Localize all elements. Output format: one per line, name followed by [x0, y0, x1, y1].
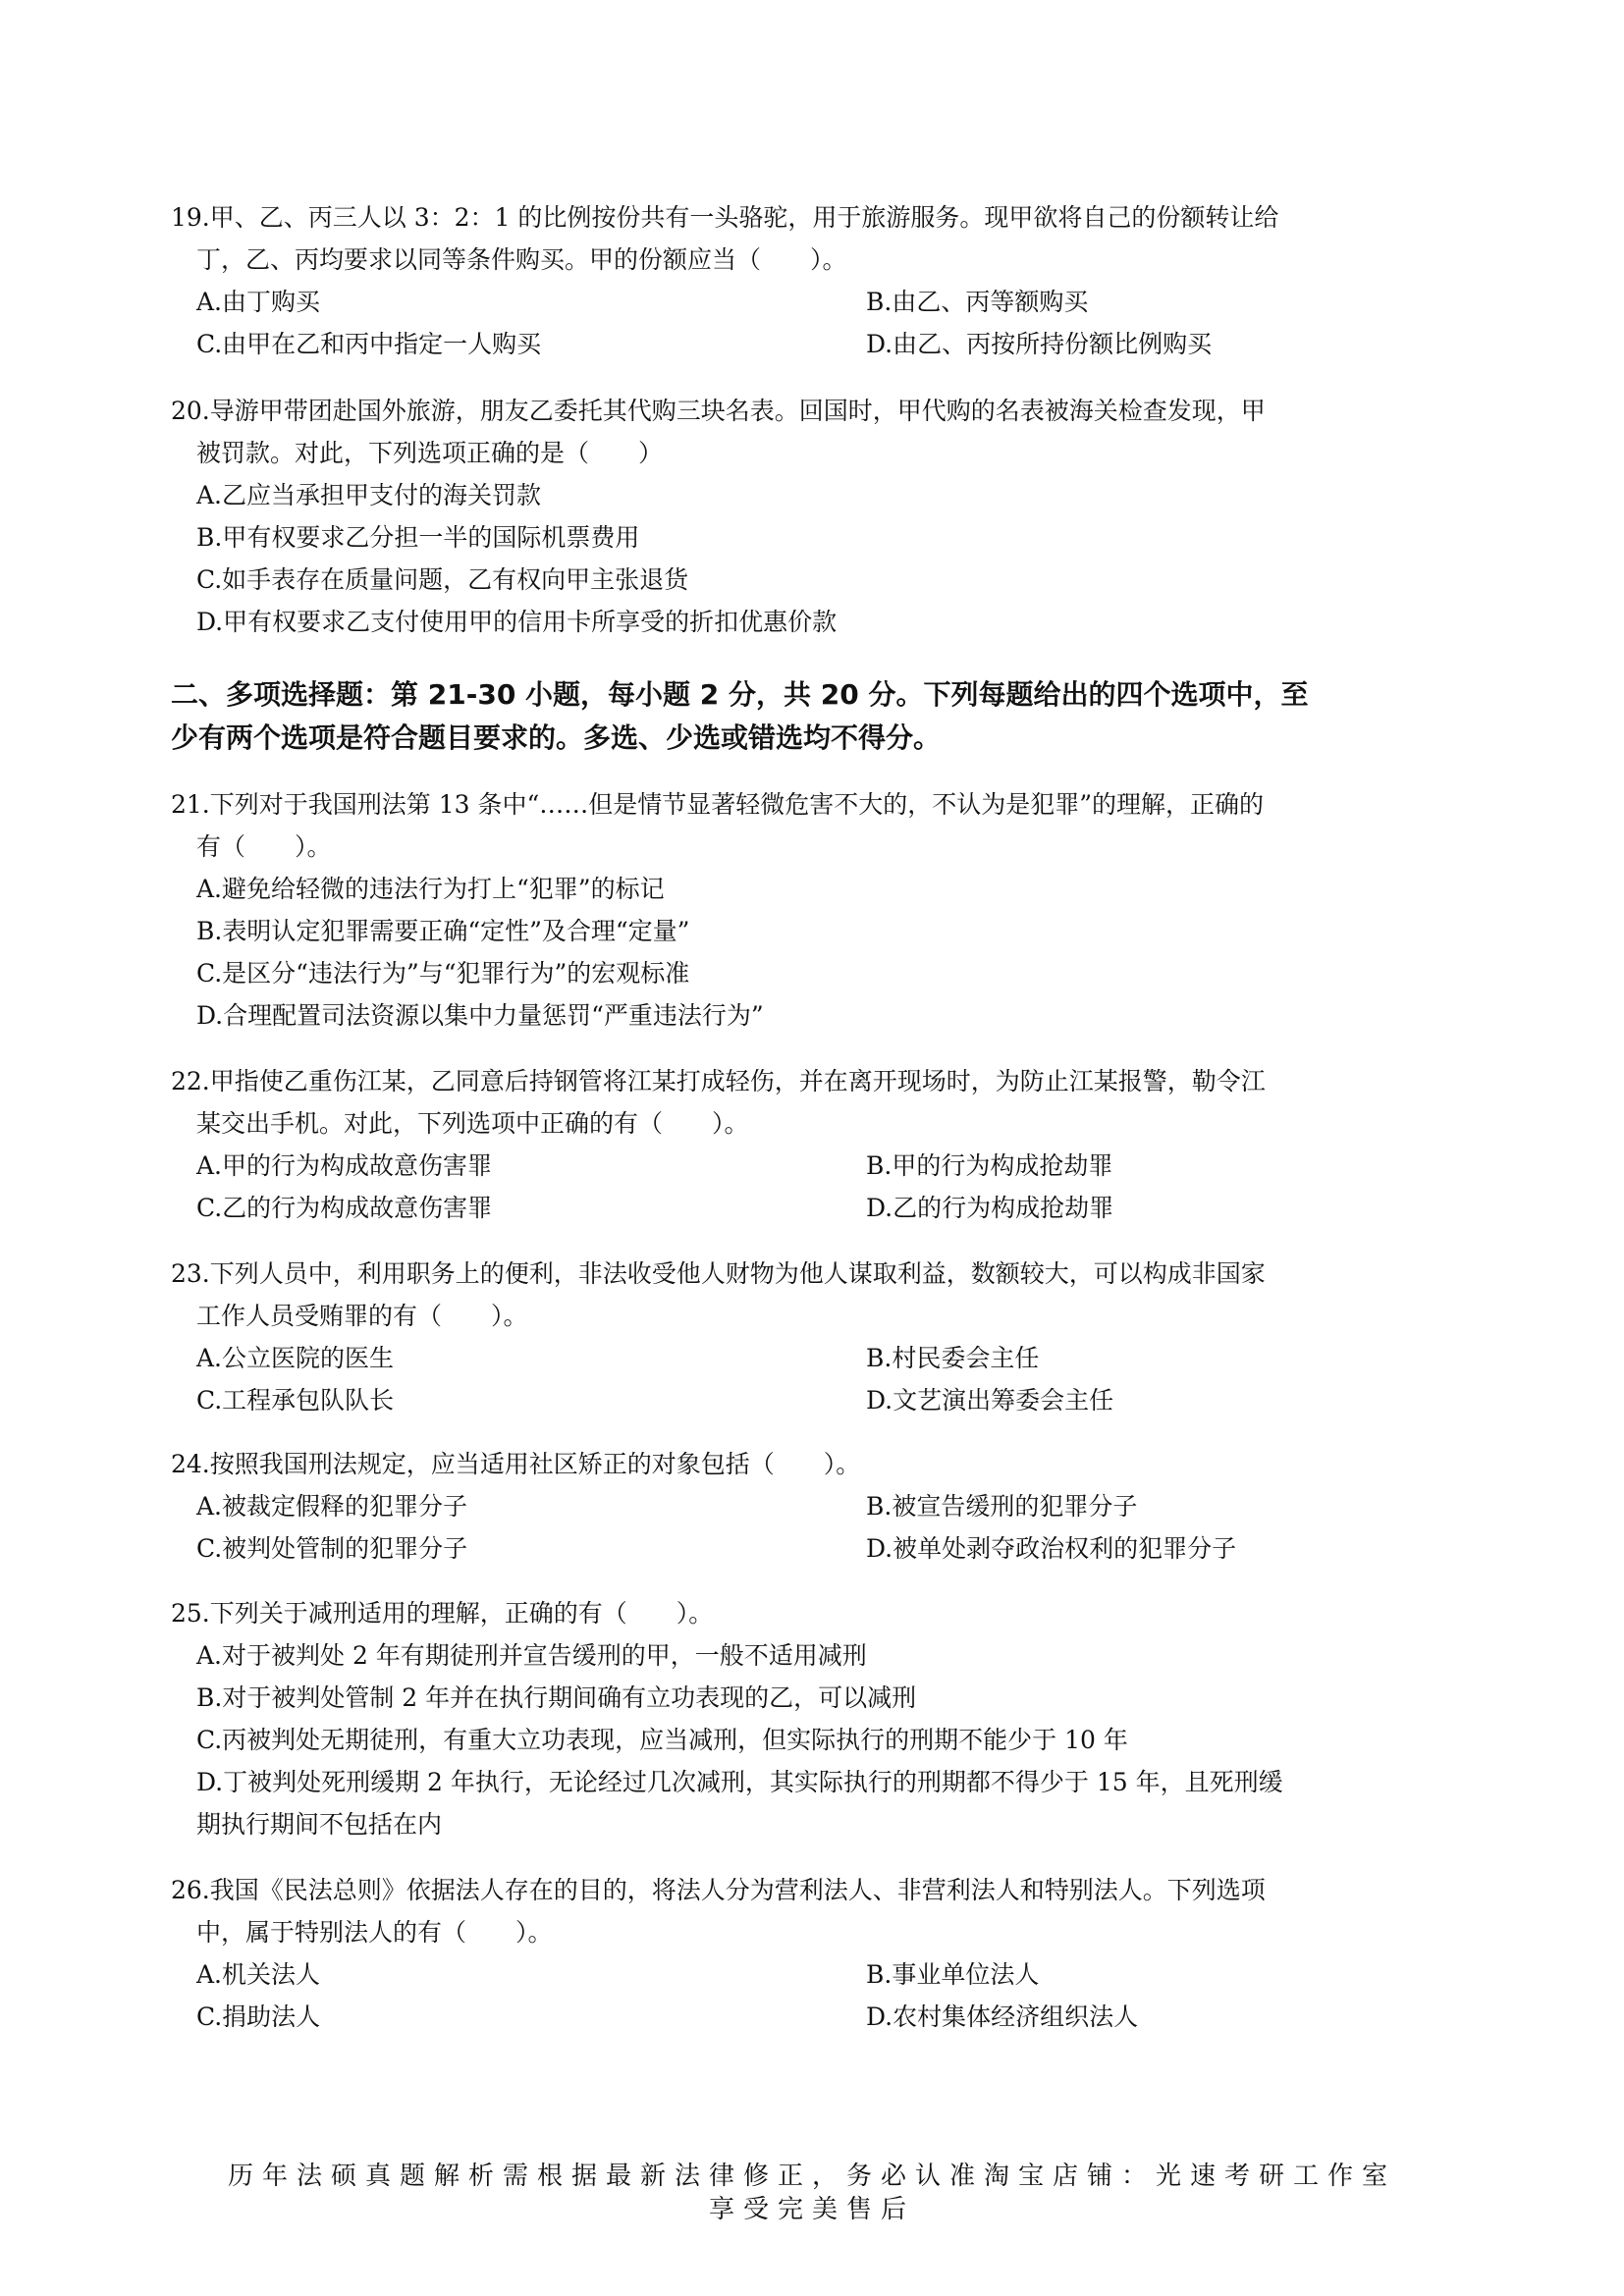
option-d: D.丁被判处死刑缓期 2 年执行，无论经过几次减刑，其实际执行的刑期都不得少于 15 年，且死刑缓 — [196, 1768, 1283, 1796]
section-heading — [171, 673, 1467, 760]
option-c: C.捐助法人 — [196, 2002, 321, 2031]
question-text-line: 丁，乙、丙均要求以同等条件购买。甲的份额应当（ ）。 — [196, 245, 847, 274]
footer-line: 享受完美售后 — [708, 2195, 915, 2224]
option-c: C.被判处管制的犯罪分子 — [196, 1534, 468, 1563]
option-c: C.乙的行为构成故意伤害罪 — [196, 1194, 493, 1222]
option-a: A.对于被判处 2 年有期徒刑并宣告缓刑的甲，一般不适用减刑 — [196, 1641, 867, 1670]
option-c: C.工程承包队队长 — [196, 1386, 395, 1415]
option-d-continued: 期执行期间不包括在内 — [196, 1810, 443, 1839]
option-d: D.甲有权要求乙支付使用甲的信用卡所享受的折扣优惠价款 — [196, 608, 838, 636]
question-text-line: 23.下列人员中，利用职务上的便利，非法收受他人财物为他人谋取利益，数额较大，可以构成非国家 — [171, 1259, 1266, 1288]
option-d: D.文艺演出筹委会主任 — [866, 1386, 1114, 1415]
option-c: C.由甲在乙和丙中指定一人购买 — [196, 330, 542, 358]
option-a: A.机关法人 — [196, 1960, 321, 1989]
section-heading-line: 二、多项选择题：第 21-30 小题，每小题 2 分，共 20 分。下列每题给出的四个选项中，至 — [171, 678, 1309, 711]
option-b: B.表明认定犯罪需要正确“定性”及合理“定量” — [196, 917, 690, 945]
option-d: D.被单处剥夺政治权利的犯罪分子 — [866, 1534, 1237, 1563]
option-b: B.甲的行为构成抢劫罪 — [866, 1151, 1113, 1180]
question-20 — [171, 390, 1467, 643]
question-text-line: 有（ ）。 — [196, 832, 332, 861]
option-d: D.合理配置司法资源以集中力量惩罚“严重违法行为” — [196, 1001, 764, 1030]
option-a: A.公立医院的医生 — [196, 1344, 395, 1372]
question-text-line: 19.甲、乙、丙三人以 3：2：1 的比例按份共有一头骆驼，用于旅游服务。现甲欲将自己的份额转让给 — [171, 203, 1279, 232]
question-text-line: 22.甲指使乙重伤江某，乙同意后持钢管将江某打成轻伤，并在离开现场时，为防止江某报警，勒令江 — [171, 1067, 1266, 1095]
option-a: A.乙应当承担甲支付的海关罚款 — [196, 481, 542, 509]
question-23 — [171, 1253, 1467, 1421]
question-26 — [171, 1869, 1467, 2038]
question-text-line: 20.导游甲带团赴国外旅游，朋友乙委托其代购三块名表。回国时，甲代购的名表被海关检查发现，甲 — [171, 397, 1266, 425]
question-text-line: 25.下列关于减刑适用的理解，正确的有（ ）。 — [171, 1599, 714, 1628]
option-d: D.农村集体经济组织法人 — [866, 2002, 1139, 2031]
footer-line: 历年法硕真题解析需根据最新法律修正，务必认准淘宝店铺：光速考研工作室 — [227, 2162, 1396, 2191]
option-a: A.避免给轻微的违法行为打上“犯罪”的标记 — [196, 875, 665, 903]
section-heading-line: 少有两个选项是符合题目要求的。多选、少选或错选均不得分。 — [171, 721, 942, 754]
question-text-line: 21.下列对于我国刑法第 13 条中“……但是情节显著轻微危害不大的，不认为是犯罪”的理解，正确的 — [171, 790, 1265, 819]
option-c: C.丙被判处无期徒刑，有重大立功表现，应当减刑，但实际执行的刑期不能少于 10 年 — [196, 1726, 1128, 1754]
option-b: B.事业单位法人 — [866, 1960, 1040, 1989]
option-d: D.乙的行为构成抢劫罪 — [866, 1194, 1114, 1222]
question-text-line: 24.按照我国刑法规定，应当适用社区矫正的对象包括（ ）。 — [171, 1450, 861, 1478]
option-b: B.由乙、丙等额购买 — [866, 288, 1089, 316]
option-c: C.是区分“违法行为”与“犯罪行为”的宏观标准 — [196, 959, 690, 988]
question-text-line: 26.我国《民法总则》依据法人存在的目的，将法人分为营利法人、非营利法人和特别法人。下列选项 — [171, 1876, 1266, 1904]
question-24 — [171, 1443, 1467, 1570]
option-c: C.如手表存在质量问题，乙有权向甲主张退货 — [196, 565, 689, 594]
question-19 — [171, 196, 1467, 365]
option-d: D.由乙、丙按所持份额比例购买 — [866, 330, 1213, 358]
option-a: A.甲的行为构成故意伤害罪 — [196, 1151, 493, 1180]
question-text-line: 被罚款。对此，下列选项正确的是（ ） — [196, 439, 664, 467]
option-b: B.甲有权要求乙分担一半的国际机票费用 — [196, 523, 640, 552]
question-text-line: 工作人员受贿罪的有（ ）。 — [196, 1302, 528, 1330]
option-a: A.由丁购买 — [196, 288, 321, 316]
footer — [0, 2160, 1624, 2226]
question-25 — [171, 1592, 1467, 1845]
option-a: A.被裁定假释的犯罪分子 — [196, 1492, 468, 1521]
option-b: B.被宣告缓刑的犯罪分子 — [866, 1492, 1138, 1521]
question-22 — [171, 1060, 1467, 1229]
option-b: B.对于被判处管制 2 年并在执行期间确有立功表现的乙，可以减刑 — [196, 1683, 917, 1712]
option-b: B.村民委会主任 — [866, 1344, 1040, 1372]
question-text-line: 中，属于特别法人的有（ ）。 — [196, 1918, 553, 1947]
question-21 — [171, 783, 1467, 1037]
question-text-line: 某交出手机。对此，下列选项中正确的有（ ）。 — [196, 1109, 749, 1138]
